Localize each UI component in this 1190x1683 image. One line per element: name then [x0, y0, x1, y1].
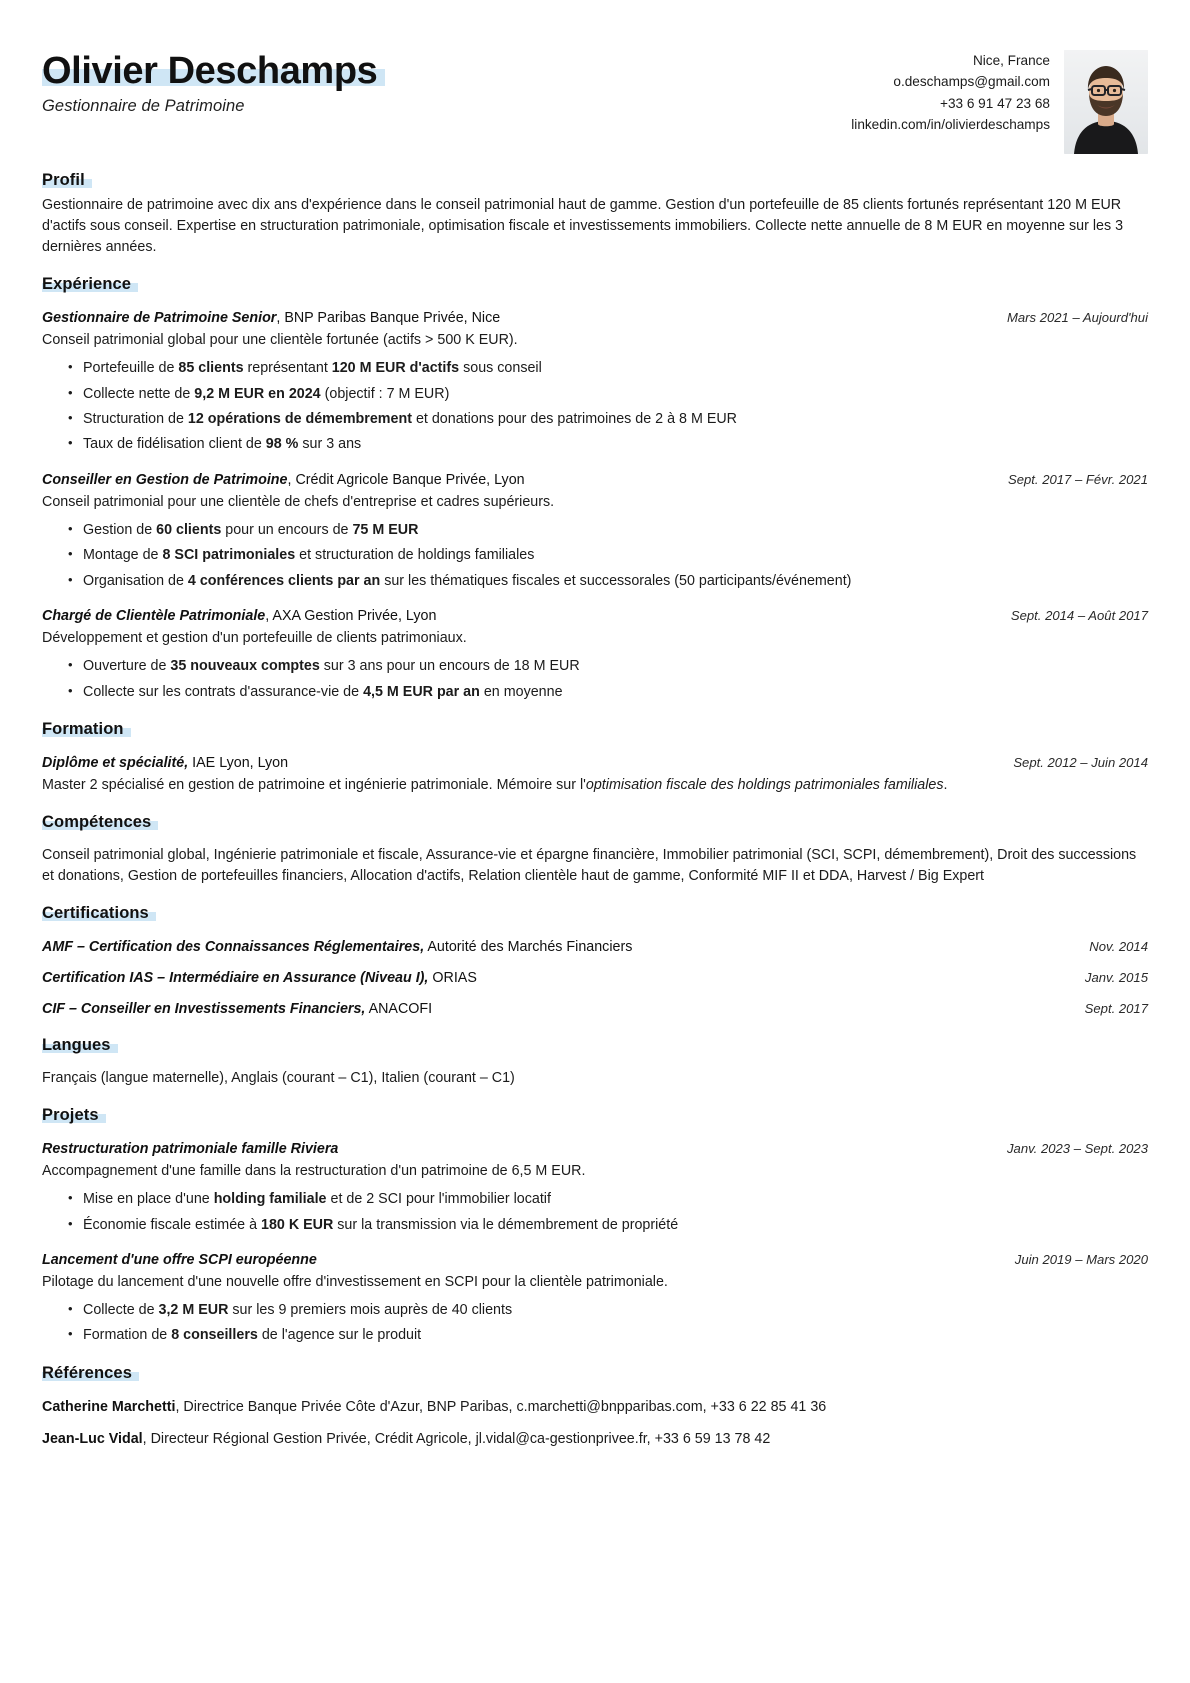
reference-details: , Directrice Banque Privée Côte d'Azur, BNP Paribas, c.marchetti@bnpparibas.com, +33 6 22 85 41 36 [175, 1398, 827, 1415]
section-heading-experience: Expérience [42, 275, 132, 294]
section-projets [42, 1106, 1148, 1347]
entry-organisation: , AXA Gestion Privée, Lyon [265, 608, 437, 625]
bullet-list [42, 1189, 1148, 1236]
section-heading-projets: Projets [42, 1106, 99, 1125]
experience-entry [42, 1139, 1148, 1236]
entry-title [42, 1139, 989, 1159]
entry-description-emphasis: optimisation fiscale des holdings patrimoniales familiales [585, 777, 944, 794]
bullet-list [42, 520, 1148, 592]
entry-date: Juin 2019 – Mars 2020 [1014, 1252, 1148, 1268]
entry-header-row [42, 1139, 1148, 1159]
bullet-list [42, 358, 1148, 456]
entry-summary: Conseil patrimonial global pour une clientèle fortunée (actifs > 500 K EUR). [42, 332, 518, 349]
certification-name: CIF – Conseiller en Investissements Financiers, ANACOFI [42, 1001, 433, 1018]
reference-name: Catherine Marchetti [42, 1398, 176, 1415]
section-heading-wrapper [42, 720, 124, 739]
portrait-photo-icon [1064, 50, 1148, 154]
section-heading-certifications: Certifications [42, 904, 149, 923]
bullet-item: • Structuration de 12 opérations de démembrement et donations pour des patrimoines de 2 à 8 M EUR [68, 409, 1148, 430]
certification-date: Nov. 2014 [1089, 939, 1148, 955]
contact-location: Nice, France [972, 53, 1050, 68]
contact-info [851, 50, 1050, 136]
experience-entry [42, 470, 1148, 592]
entry-role: Gestionnaire de Patrimoine Senior [42, 310, 277, 327]
entry-organisation: , BNP Paribas Banque Privée, Nice [276, 310, 501, 327]
section-heading-langues: Langues [42, 1036, 111, 1055]
certification-date: Janv. 2015 [1084, 970, 1148, 986]
entry-header-row [42, 753, 1148, 773]
bullet-item: • Taux de fidélisation client de 98 % sur 3 ans [68, 434, 1148, 455]
section-langues [42, 1036, 1148, 1089]
entry-date: Sept. 2012 – Juin 2014 [1013, 755, 1148, 771]
bullet-list [42, 1300, 1148, 1347]
section-heading-wrapper [42, 171, 85, 190]
langues-text: Français (langue maternelle), Anglais (courant – C1), Italien (courant – C1) [42, 1070, 515, 1087]
bullet-item: • Montage de 8 SCI patrimoniales et structuration de holdings familiales [68, 545, 1148, 566]
entry-date: Mars 2021 – Aujourd'hui [1006, 310, 1148, 326]
reference-list [42, 1397, 1148, 1449]
bullet-list [42, 656, 1148, 703]
candidate-name-wrapper [42, 52, 377, 92]
experience-entry [42, 753, 1148, 796]
entry-description: Master 2 spécialisé en gestion de patrimoine et ingénierie patrimoniale. Mémoire sur l'optimisation fiscale des holdings patrimoniales familiales. [42, 777, 948, 794]
section-heading-wrapper [42, 1036, 111, 1055]
section-heading-references: Références [42, 1363, 132, 1382]
bullet-item: • Organisation de 4 conférences clients par an sur les thématiques fiscales et successorales (50 participants/événement) [68, 571, 1148, 592]
section-heading-formation: Formation [42, 720, 124, 739]
reference-row [42, 1397, 1148, 1418]
entry-role: Conseiller en Gestion de Patrimoine [42, 471, 288, 488]
entry-header-row [42, 470, 1148, 490]
entry-date: Sept. 2017 – Févr. 2021 [1007, 471, 1148, 487]
certification-name: AMF – Certification des Connaissances Réglementaires, Autorité des Marchés Financiers [42, 939, 633, 956]
entry-role: Diplôme et spécialité, [42, 755, 189, 772]
bullet-item: • Collecte sur les contrats d'assurance-vie de 4,5 M EUR par an en moyenne [68, 682, 1148, 703]
entry-role: Chargé de Clientèle Patrimoniale [42, 608, 266, 625]
entry-organisation: IAE Lyon, Lyon [188, 755, 289, 772]
section-profil [42, 171, 1148, 258]
certification-row [42, 968, 1148, 988]
entry-date: Janv. 2023 – Sept. 2023 [1007, 1141, 1148, 1157]
section-experience [42, 275, 1148, 703]
portrait-photo [1064, 50, 1148, 154]
experience-entry [42, 1250, 1148, 1347]
experience-entry-list [42, 308, 1148, 703]
reference-name: Jean-Luc Vidal [42, 1430, 143, 1447]
entry-title [42, 470, 990, 490]
entry-header-row [42, 1250, 1148, 1270]
entry-summary: Développement et gestion d'un portefeuille de clients patrimoniaux. [42, 630, 467, 647]
section-heading-wrapper [42, 904, 149, 923]
section-heading-wrapper [42, 1364, 132, 1383]
candidate-job-title: Gestionnaire de Patrimoine [42, 96, 245, 115]
certification-row [42, 937, 1148, 957]
entry-date: Sept. 2014 – Août 2017 [1010, 608, 1148, 624]
header-right-block [851, 44, 1148, 154]
certification-name: Certification IAS – Intermédiaire en Assurance (Niveau I), ORIAS [42, 970, 477, 987]
section-certifications [42, 904, 1148, 1019]
section-heading-wrapper [42, 813, 151, 832]
entry-title [42, 753, 995, 773]
formation-entry-list [42, 753, 1148, 796]
identity-block [42, 44, 377, 116]
profil-text: Gestionnaire de patrimoine avec dix ans d'expérience dans le conseil patrimonial haut de gamme. Gestion d'un portefeuille de 85 clients fortunés représentant 120 M EUR d'actifs sous conseil. Expertise en structuration patrimoniale, optimisation fiscale et investissements immobiliers. Collecte nette annuelle de 8 M EUR en moyenne sur les 3 dernières années. [42, 197, 1124, 256]
section-heading-competences: Compétences [42, 813, 152, 832]
projets-entry-list [42, 1139, 1148, 1347]
entry-role: Lancement d'une offre SCPI européenne [42, 1252, 317, 1269]
bullet-item: • Formation de 8 conseillers de l'agence sur le produit [68, 1325, 1148, 1346]
section-heading-profil: Profil [42, 171, 85, 189]
contact-phone[interactable]: +33 6 91 47 23 68 [940, 95, 1050, 111]
competences-text: Conseil patrimonial global, Ingénierie patrimoniale et fiscale, Assurance-vie et épargne financière, Immobilier patrimonial (SCI, SCPI, démembrement), Droit des successions et donations, Gestion de portefeuilles financiers, Allocation d'actifs, Relation clientèle haut de gamme, Conformité MIF II et DDA, Harvest / Big Expert [42, 847, 1137, 885]
certification-row [42, 999, 1148, 1019]
section-competences [42, 813, 1148, 887]
bullet-item: • Collecte de 3,2 M EUR sur les 9 premiers mois auprès de 40 clients [68, 1300, 1148, 1321]
contact-linkedin[interactable]: linkedin.com/in/olivierdeschamps [851, 117, 1050, 133]
reference-details: , Directeur Régional Gestion Privée, Crédit Agricole, jl.vidal@ca-gestionprivee.fr, +33 6 59 13 78 42 [142, 1430, 771, 1447]
entry-title [42, 308, 989, 328]
bullet-item: • Mise en place d'une holding familiale et de 2 SCI pour l'immobilier locatif [68, 1189, 1148, 1210]
entry-organisation: , Crédit Agricole Banque Privée, Lyon [287, 471, 525, 488]
certification-date: Sept. 2017 [1084, 1001, 1148, 1017]
section-heading-wrapper [42, 275, 131, 294]
entry-header-row [42, 308, 1148, 328]
resume-header [42, 44, 1148, 154]
entry-summary: Conseil patrimonial pour une clientèle de chefs d'entreprise et cadres supérieurs. [42, 494, 555, 511]
bullet-item: • Portefeuille de 85 clients représentant 120 M EUR d'actifs sous conseil [68, 358, 1148, 379]
certification-list [42, 937, 1148, 1019]
entry-role: Restructuration patrimoniale famille Riviera [42, 1141, 339, 1158]
entry-summary: Accompagnement d'une famille dans la restructuration d'un patrimoine de 6,5 M EUR. [42, 1163, 586, 1180]
section-heading-wrapper [42, 1106, 99, 1125]
bullet-item: • Ouverture de 35 nouveaux comptes sur 3 ans pour un encours de 18 M EUR [68, 656, 1148, 677]
reference-row [42, 1429, 1148, 1450]
experience-entry [42, 308, 1148, 456]
candidate-name: Olivier Deschamps [42, 50, 378, 92]
section-formation [42, 720, 1148, 796]
bullet-item: • Gestion de 60 clients pour un encours de 75 M EUR [68, 520, 1148, 541]
bullet-item: • Collecte nette de 9,2 M EUR en 2024 (objectif : 7 M EUR) [68, 384, 1148, 405]
section-references [42, 1364, 1148, 1449]
contact-email[interactable]: o.deschamps@gmail.com [893, 74, 1050, 90]
experience-entry [42, 606, 1148, 703]
entry-title [42, 1250, 997, 1270]
entry-title [42, 606, 993, 626]
entry-header-row [42, 606, 1148, 626]
bullet-item: • Économie fiscale estimée à 180 K EUR sur la transmission via le démembrement de propriété [68, 1215, 1148, 1236]
entry-summary: Pilotage du lancement d'une nouvelle offre d'investissement en SCPI pour la clientèle patrimoniale. [42, 1274, 668, 1291]
